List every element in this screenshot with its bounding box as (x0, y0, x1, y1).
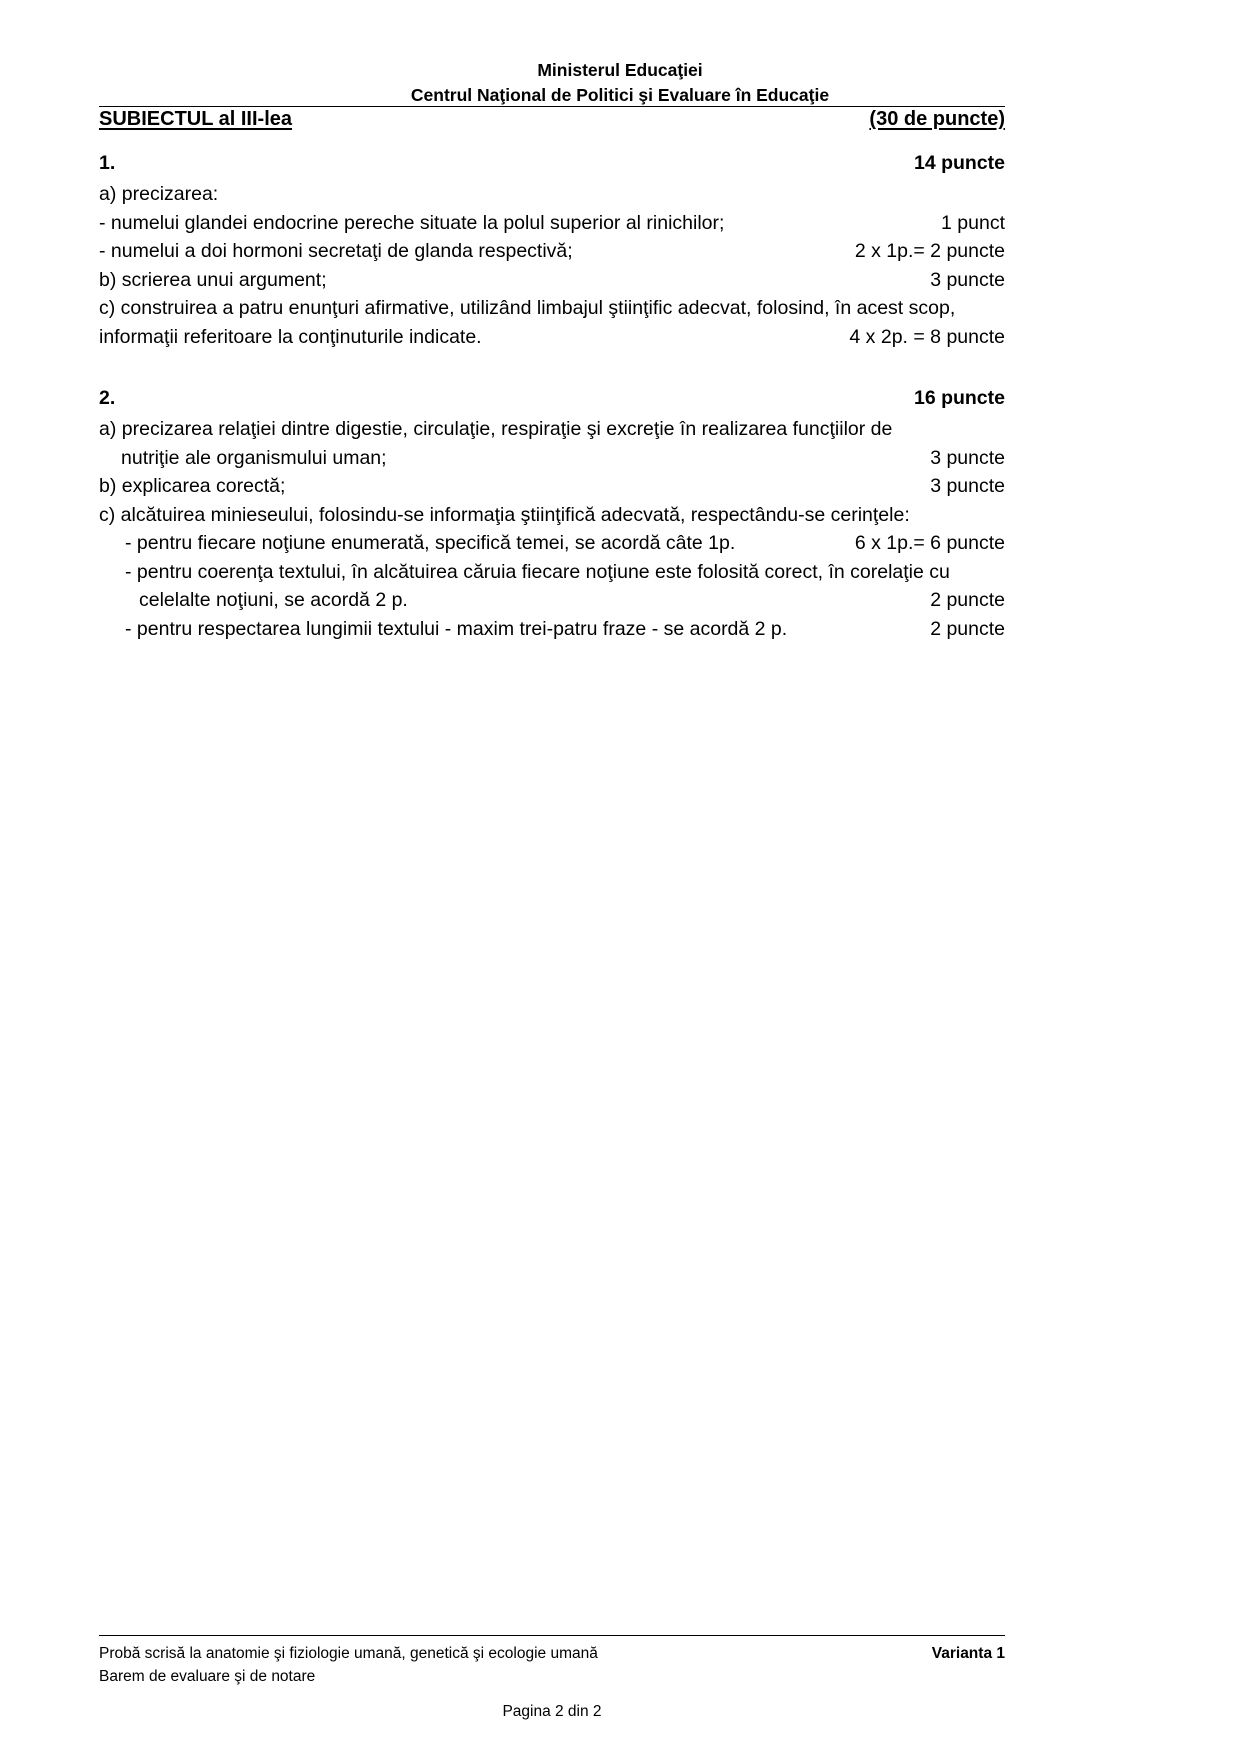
criterion-text: b) scrierea unui argument; (99, 268, 327, 291)
criterion-row (99, 558, 1005, 587)
criterion-row (99, 237, 1005, 266)
question-1-points: 14 puncte (913, 152, 1005, 174)
criterion-text: - numelui glandei endocrine pereche situate la polul superior al rinichilor; (99, 211, 725, 234)
criterion-text: c) construirea a patru enunţuri afirmative, utilizând limbajul ştiinţific adecvat, folosind, în acest scop, (99, 297, 956, 319)
question-block-2 (99, 381, 1005, 643)
footer-variant: Varianta 1 (931, 1645, 1005, 1662)
question-1-number: 1. (99, 152, 116, 174)
footer-page-number: Pagina 2 din 2 (502, 1703, 602, 1720)
header-center: Centrul Naţional de Politici şi Evaluare în Educaţie (410, 85, 830, 105)
header-ministry: Ministerul Educaţiei (537, 60, 703, 80)
criterion-text: informaţii referitoare la conţinuturile indicate. (99, 325, 482, 348)
criterion-row (99, 501, 1005, 530)
criterion-points: 3 puncte (930, 475, 1005, 497)
question-block-1 (99, 146, 1005, 351)
criterion-points: 3 puncte (930, 268, 1005, 291)
footer-top-row (99, 1642, 1005, 1665)
criterion-row (99, 586, 1005, 615)
criterion-points: 3 puncte (930, 446, 1005, 469)
criterion-points: 2 puncte (930, 617, 1005, 640)
criterion-row (99, 615, 1005, 644)
criterion-points: 2 x 1p.= 2 puncte (854, 240, 1005, 262)
criterion-text: - numelui a doi hormoni secretaţi de glanda respectivă; (99, 240, 573, 262)
question-2-heading (99, 381, 1005, 415)
title-divider (99, 106, 1005, 107)
criterion-row (99, 266, 1005, 295)
criterion-text: a) precizarea: (99, 183, 219, 205)
criterion-text: - pentru fiecare noţiune enumerată, specifică temei, se acordă câte 1p. (125, 532, 736, 554)
criterion-row (99, 180, 1005, 209)
question-1-heading (99, 146, 1005, 180)
criterion-row (99, 294, 1005, 323)
footer-exam-title: Probă scrisă la anatomie şi fiziologie umană, genetică şi ecologie umană (99, 1645, 598, 1662)
question-2-number: 2. (99, 387, 116, 409)
criterion-text: c) alcătuirea minieseului, folosindu-se informaţia ştiinţifică adecvată, respectându-se cerinţele: (99, 503, 910, 526)
criterion-row (99, 415, 1005, 444)
criterion-row (99, 444, 1005, 473)
question-2-points: 16 puncte (913, 387, 1005, 409)
criterion-points: 4 x 2p. = 8 puncte (849, 325, 1005, 348)
footer-subtitle: Barem de evaluare şi de notare (99, 1668, 316, 1685)
criterion-points: 2 puncte (930, 589, 1005, 611)
block-spacer (99, 361, 1005, 381)
criterion-points: 1 punct (941, 211, 1005, 234)
criterion-row (99, 323, 1005, 352)
section-title-row (99, 108, 1005, 131)
criterion-row (99, 472, 1005, 501)
section-title: SUBIECTUL al III-lea (99, 108, 293, 130)
criterion-points: 6 x 1p.= 6 puncte (854, 532, 1005, 554)
document-footer (99, 1642, 1005, 1723)
criterion-row (99, 209, 1005, 238)
document-header (0, 58, 1240, 108)
document-body (99, 146, 1005, 653)
criterion-row (99, 529, 1005, 558)
criterion-text: b) explicarea corectă; (99, 475, 286, 497)
criterion-text: celelalte noţiuni, se acordă 2 p. (139, 589, 408, 611)
criterion-text: - pentru respectarea lungimii textului - maxim trei-patru fraze - se acordă 2 p. (125, 617, 788, 640)
section-points: (30 de puncte) (869, 108, 1005, 130)
footer-divider (99, 1635, 1005, 1636)
criterion-text: - pentru coerenţa textului, în alcătuirea căruia fiecare noţiune este folosită corect, în corelaţie cu (125, 560, 950, 583)
criterion-text: a) precizarea relaţiei dintre digestie, circulaţie, respiraţie şi excreţie în realizarea funcţiilor de (99, 418, 893, 440)
criterion-text: nutriţie ale organismului uman; (121, 446, 387, 469)
